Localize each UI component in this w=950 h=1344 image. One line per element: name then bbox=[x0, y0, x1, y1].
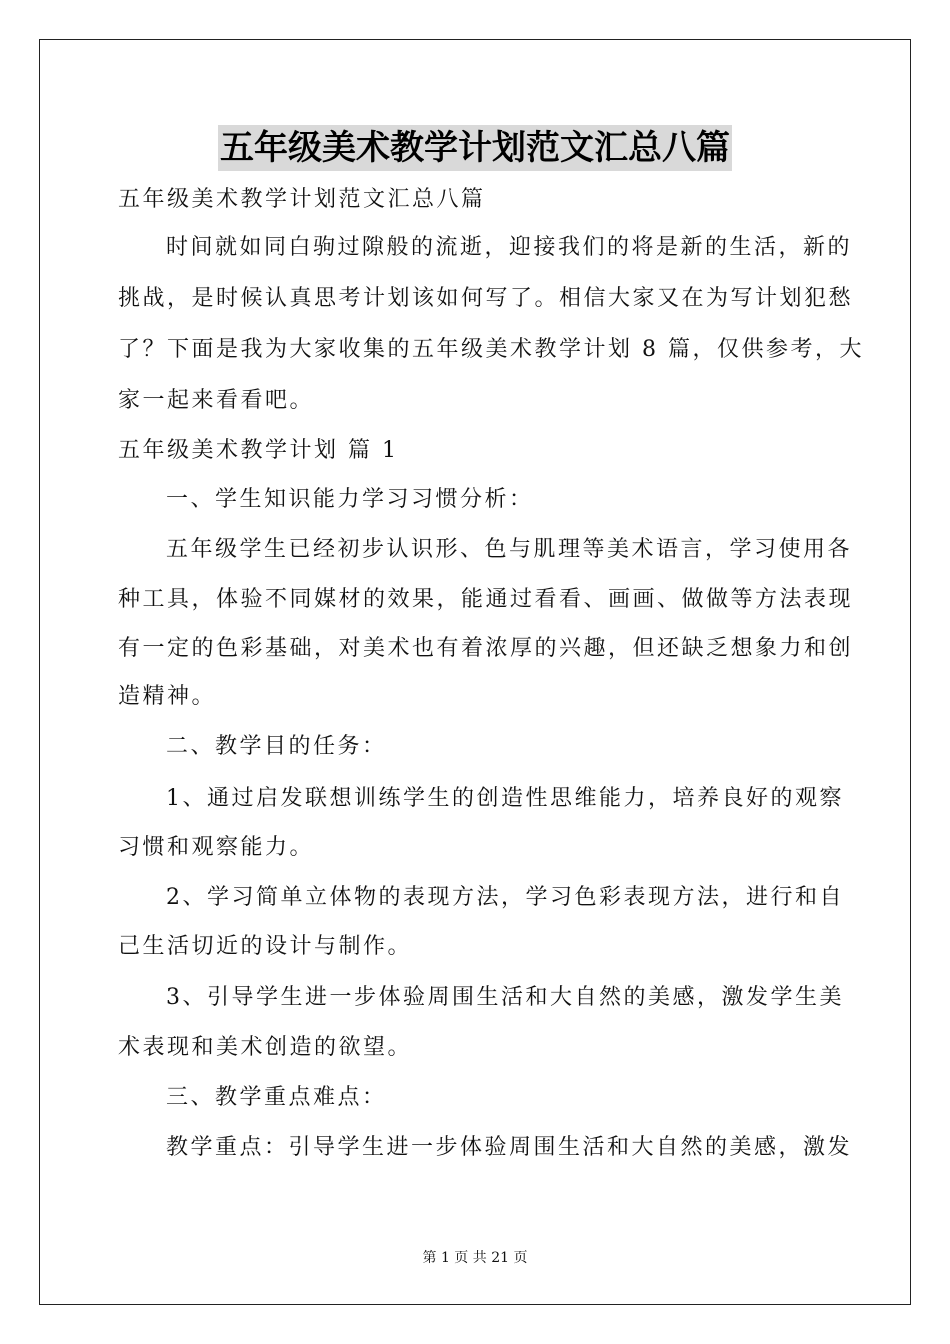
paragraph-line: 五年级学生已经初步认识形、色与肌理等美术语言，学习使用各 bbox=[166, 537, 853, 562]
paragraph-line: 家一起来看看吧。 bbox=[118, 388, 315, 413]
section-heading: 五年级美术教学计划 篇 1 bbox=[118, 438, 399, 463]
page-number: 第 1 页 共 21 页 bbox=[422, 1250, 528, 1266]
paragraph-line: 己生活切近的设计与制作。 bbox=[118, 934, 413, 959]
paragraph-line: 时间就如同白驹过隙般的流逝，迎接我们的将是新的生活，新的 bbox=[166, 235, 853, 260]
paragraph-line: 二、教学目的任务： bbox=[166, 734, 387, 759]
page-border bbox=[39, 39, 911, 1305]
document-title: 五年级美术教学计划范文汇总八篇 bbox=[218, 125, 732, 171]
paragraph-line: 教学重点：引导学生进一步体验周围生活和大自然的美感，激发 bbox=[166, 1135, 853, 1160]
paragraph-line: 一、学生知识能力学习习惯分析： bbox=[166, 487, 534, 512]
paragraph-line: 有一定的色彩基础，对美术也有着浓厚的兴趣，但还缺乏想象力和创 bbox=[118, 636, 854, 661]
paragraph-line: 1、通过启发联想训练学生的创造性思维能力，培养良好的观察 bbox=[166, 786, 844, 811]
paragraph-line: 三、教学重点难点： bbox=[166, 1085, 387, 1110]
paragraph-line: 术表现和美术创造的欲望。 bbox=[118, 1035, 413, 1060]
paragraph-line: 种工具，体验不同媒材的效果，能通过看看、画画、做做等方法表现 bbox=[118, 587, 854, 612]
paragraph-line: 3、引导学生进一步体验周围生活和大自然的美感，激发学生美 bbox=[166, 985, 844, 1010]
paragraph-line: 了？下面是我为大家收集的五年级美术教学计划 8 篇，仅供参考，大 bbox=[118, 337, 864, 362]
subtitle-line: 五年级美术教学计划范文汇总八篇 bbox=[118, 187, 486, 212]
paragraph-line: 挑战，是时候认真思考计划该如何写了。相信大家又在为写计划犯愁 bbox=[118, 286, 854, 311]
paragraph-line: 习惯和观察能力。 bbox=[118, 835, 315, 860]
paragraph-line: 2、学习简单立体物的表现方法，学习色彩表现方法，进行和自 bbox=[166, 885, 844, 910]
paragraph-line: 造精神。 bbox=[118, 684, 217, 709]
title-container bbox=[0, 125, 950, 171]
